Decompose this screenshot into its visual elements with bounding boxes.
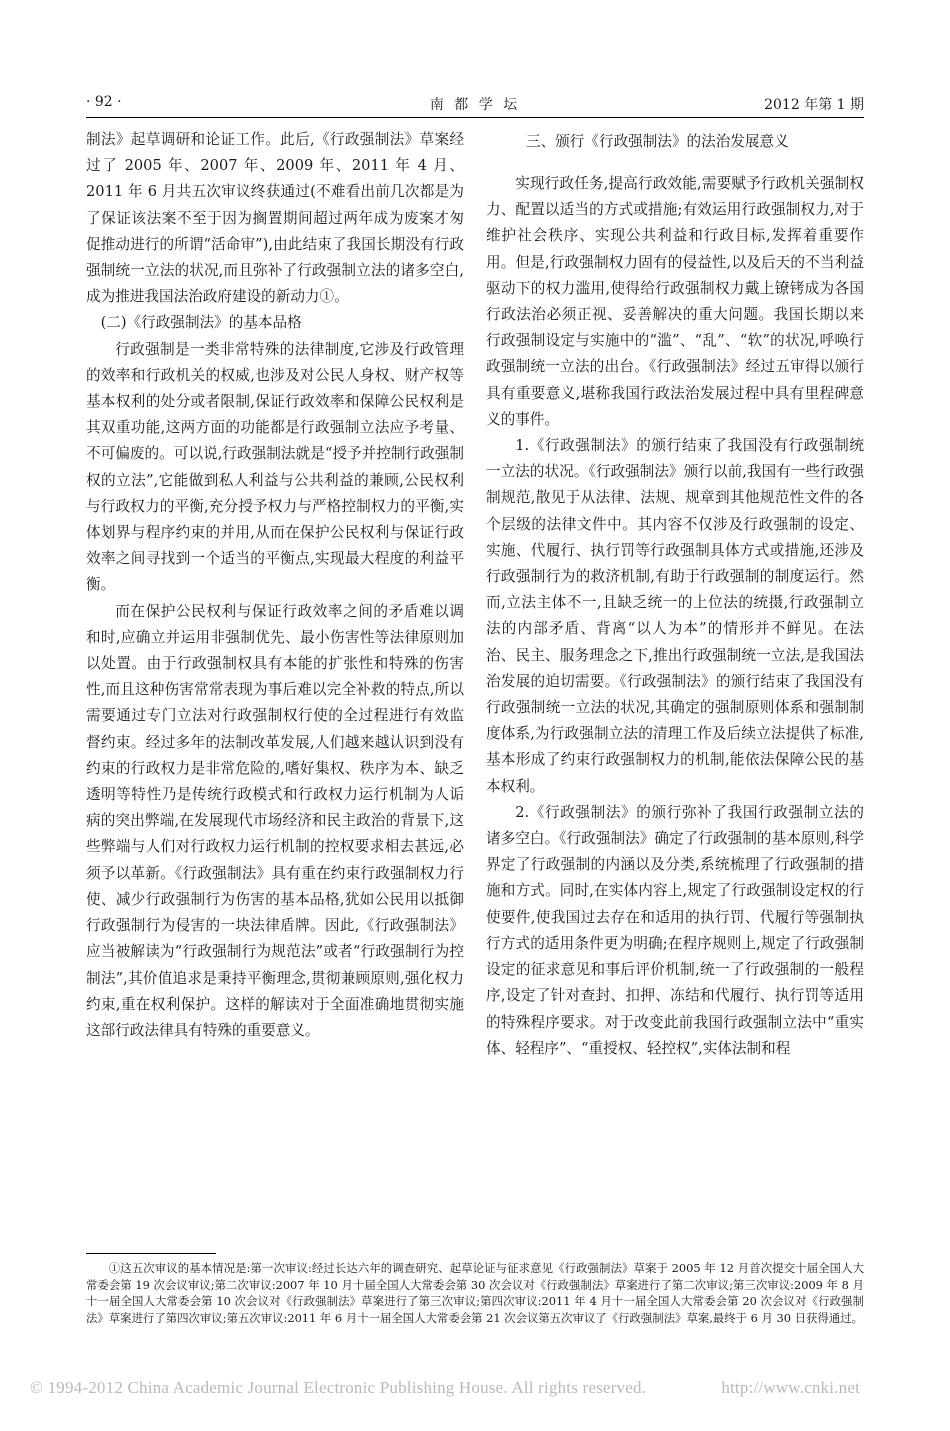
page-number: · 92 · (86, 94, 122, 110)
footnote-rule (86, 1253, 216, 1254)
footnote-text: ①这五次审议的基本情况是:第一次审议:经过长达六年的调查研究、起草论证与征求意见《行政强制法》草案于 2005 年 12 月首次提交十届全国人大常委会第 19 次会议审议;第二次审议:2007 年 10 月十届全国人大常委会第 30 次会议对《行政强制法》草案进行了第二次审议;第三次审议:2009 年 8 月十一届全国人大常委会第 10 次会议对《行政强制法》草案进行了第三次审议;第四次审议:2011 年 4 月十一届全国人大常委会第 20 次会议对《行政强制法》草案进行了第四次审议;第五次审议:2011 年 6 月十一届全国人大常委会第 21 次会议第五次审议了《行政强制法》草案,最终于 6 月 30 日获得通过。 (86, 1261, 864, 1325)
paragraph: 而在保护公民权利与保证行政效率之间的矛盾难以调和时,应确立并运用非强制优先、最小伤害性等法律原则加以处置。由于行政强制权具有本能的扩张性和特殊的伤害性,而且这种伤害常常表现为事后难以完全补救的特点,所以需要通过专门立法对行政强制权行使的全过程进行有效监督约束。经过多年的法制改革发展,人们越来越认识到没有约束的行政权力是非常危险的,嗜好集权、秩序为本、缺乏透明等特性乃是传统行政模式和行政权力运行机制为人诟病的突出弊端,在发展现代市场经济和民主政治的背景下,这些弊端与人们对行政权力运行机制的控权要求相去甚远,必须予以革新。《行政强制法》具有重在约束行政强制权力行使、减少行政强制行为伤害的基本品格,犹如公民用以抵御行政强制行为侵害的一块法律盾牌。因此,《行政强制法》应当被解读为“行政强制行为规范法”或者“行政强制行为控制法”,其价值追求是秉持平衡理念,贯彻兼顾原则,强化权力约束,重在权利保护。这样的解读对于全面准确地贯彻实施这部行政法律具有特殊的重要意义。 (86, 602, 464, 1039)
footnote (86, 1260, 864, 1326)
page-header (86, 90, 864, 116)
section-subheading: (二)《行政强制法》的基本品格 (100, 314, 302, 332)
right-column (486, 127, 864, 1062)
copyright-text: © 1994-2012 China Academic Journal Electronic Publishing House. All rights reserved. (30, 1378, 647, 1397)
issue-label: 2012 年第 1 期 (764, 97, 864, 113)
paragraph: 1.《行政强制法》的颁行结束了我国没有行政强制统一立法的状况。《行政强制法》颁行以前,我国有一些行政强制规范,散见于从法律、法规、规章到其他规范性文件的各个层级的法律文件中。其内容不仅涉及行政强制的设定、实施、代履行、执行罚等行政强制具体方式或措施,还涉及行政强制行为的救济机制,有助于行政强制的制度运行。然而,立法主体不一,且缺乏统一的上位法的统摄,行政强制立法的内部矛盾、背离“以人为本”的情形并不鲜见。在法治、民主、服务理念之下,推出行政强制统一立法,是我国法治发展的迫切需要。《行政强制法》的颁行结束了我国没有行政强制统一立法的状况,其确定的强制原则体系和强制制度体系,为行政强制立法的清理工作及后续立法提供了标准,基本形成了约束行政强制权力的机制,能依法保障公民的基本权利。 (486, 437, 864, 795)
journal-title: 南 都 学 坛 (429, 97, 521, 113)
section-heading: 三、颁行《行政强制法》的法治发展意义 (526, 133, 789, 150)
cnki-url: http://www.cnki.net (721, 1378, 860, 1397)
paragraph: 行政强制是一类非常特殊的法律制度,它涉及行政管理的效率和行政机关的权威,也涉及对公民人身权、财产权等基本权利的处分或者限制,保证行政效率和保障公民权利是其双重功能,这两方面的功能都是行政强制立法应予考量、不可偏废的。可以说,行政强制法就是“授予并控制行政强制权的立法”,它能做到私人利益与公共利益的兼顾,公民权利与行政权力的平衡,充分授予权力与严格控制权力的平衡,实体划界与程序约束的并用,从而在保护公民权利与保证行政效率之间寻找到一个适当的平衡点,实现最大程度的利益平衡。 (86, 340, 464, 594)
header-rule (86, 117, 864, 118)
paragraph-continuation: 制法》起草调研和论证工作。此后,《行政强制法》草案经过了 2005 年、2007 年、2009 年、2011 年 4 月、2011 年 6 月共五次审议终获通过(不难看出前几次都是为了保证该法案不至于因为搁置期间超过两年成为废案才匆促推动进行的所谓“活命审”),由此结束了我国长期没有行政强制统一立法的状况,而且弥补了行政强制立法的诸多空白,成为推进我国法治政府建设的新动力①。 (86, 131, 464, 306)
paragraph: 2.《行政强制法》的颁行弥补了我国行政强制立法的诸多空白。《行政强制法》确定了行政强制的基本原则,科学界定了行政强制的内涵以及分类,系统梳理了行政强制的措施和方式。同时,在实体内容上,规定了行政强制设定权的行使要件,使我国过去存在和适用的执行罚、代履行等强制执行方式的适用条件更为明确;在程序规则上,规定了行政强制设定的征求意见和事后评价机制,统一了行政强制的一般程序,设定了针对查封、扣押、冻结和代履行、执行罚等适用的特殊程序要求。对于改变此前我国行政强制立法中“重实体、轻程序”、“重授权、轻控权”,实体法制和程 (486, 803, 864, 1057)
left-column (86, 127, 464, 1044)
paragraph: 实现行政任务,提高行政效能,需要赋予行政机关强制权力、配置以适当的方式或措施;有效运用行政强制权力,对于维护社会秩序、实现公共利益和行政目标,发挥着重要作用。但是,行政强制权力固有的侵益性,以及后天的不当利益驱动下的权力滥用,使得给行政强制权力戴上镣铐成为各国行政法治必须正视、妥善解决的重大问题。我国长期以来行政强制设定与实施中的“滥”、“乱”、“软”的状况,呼唤行政强制统一立法的出台。《行政强制法》经过五审得以颁行具有重要意义,堪称我国行政法治发展过程中具有里程碑意义的事件。 (486, 175, 864, 428)
copyright-watermark (30, 1378, 860, 1398)
